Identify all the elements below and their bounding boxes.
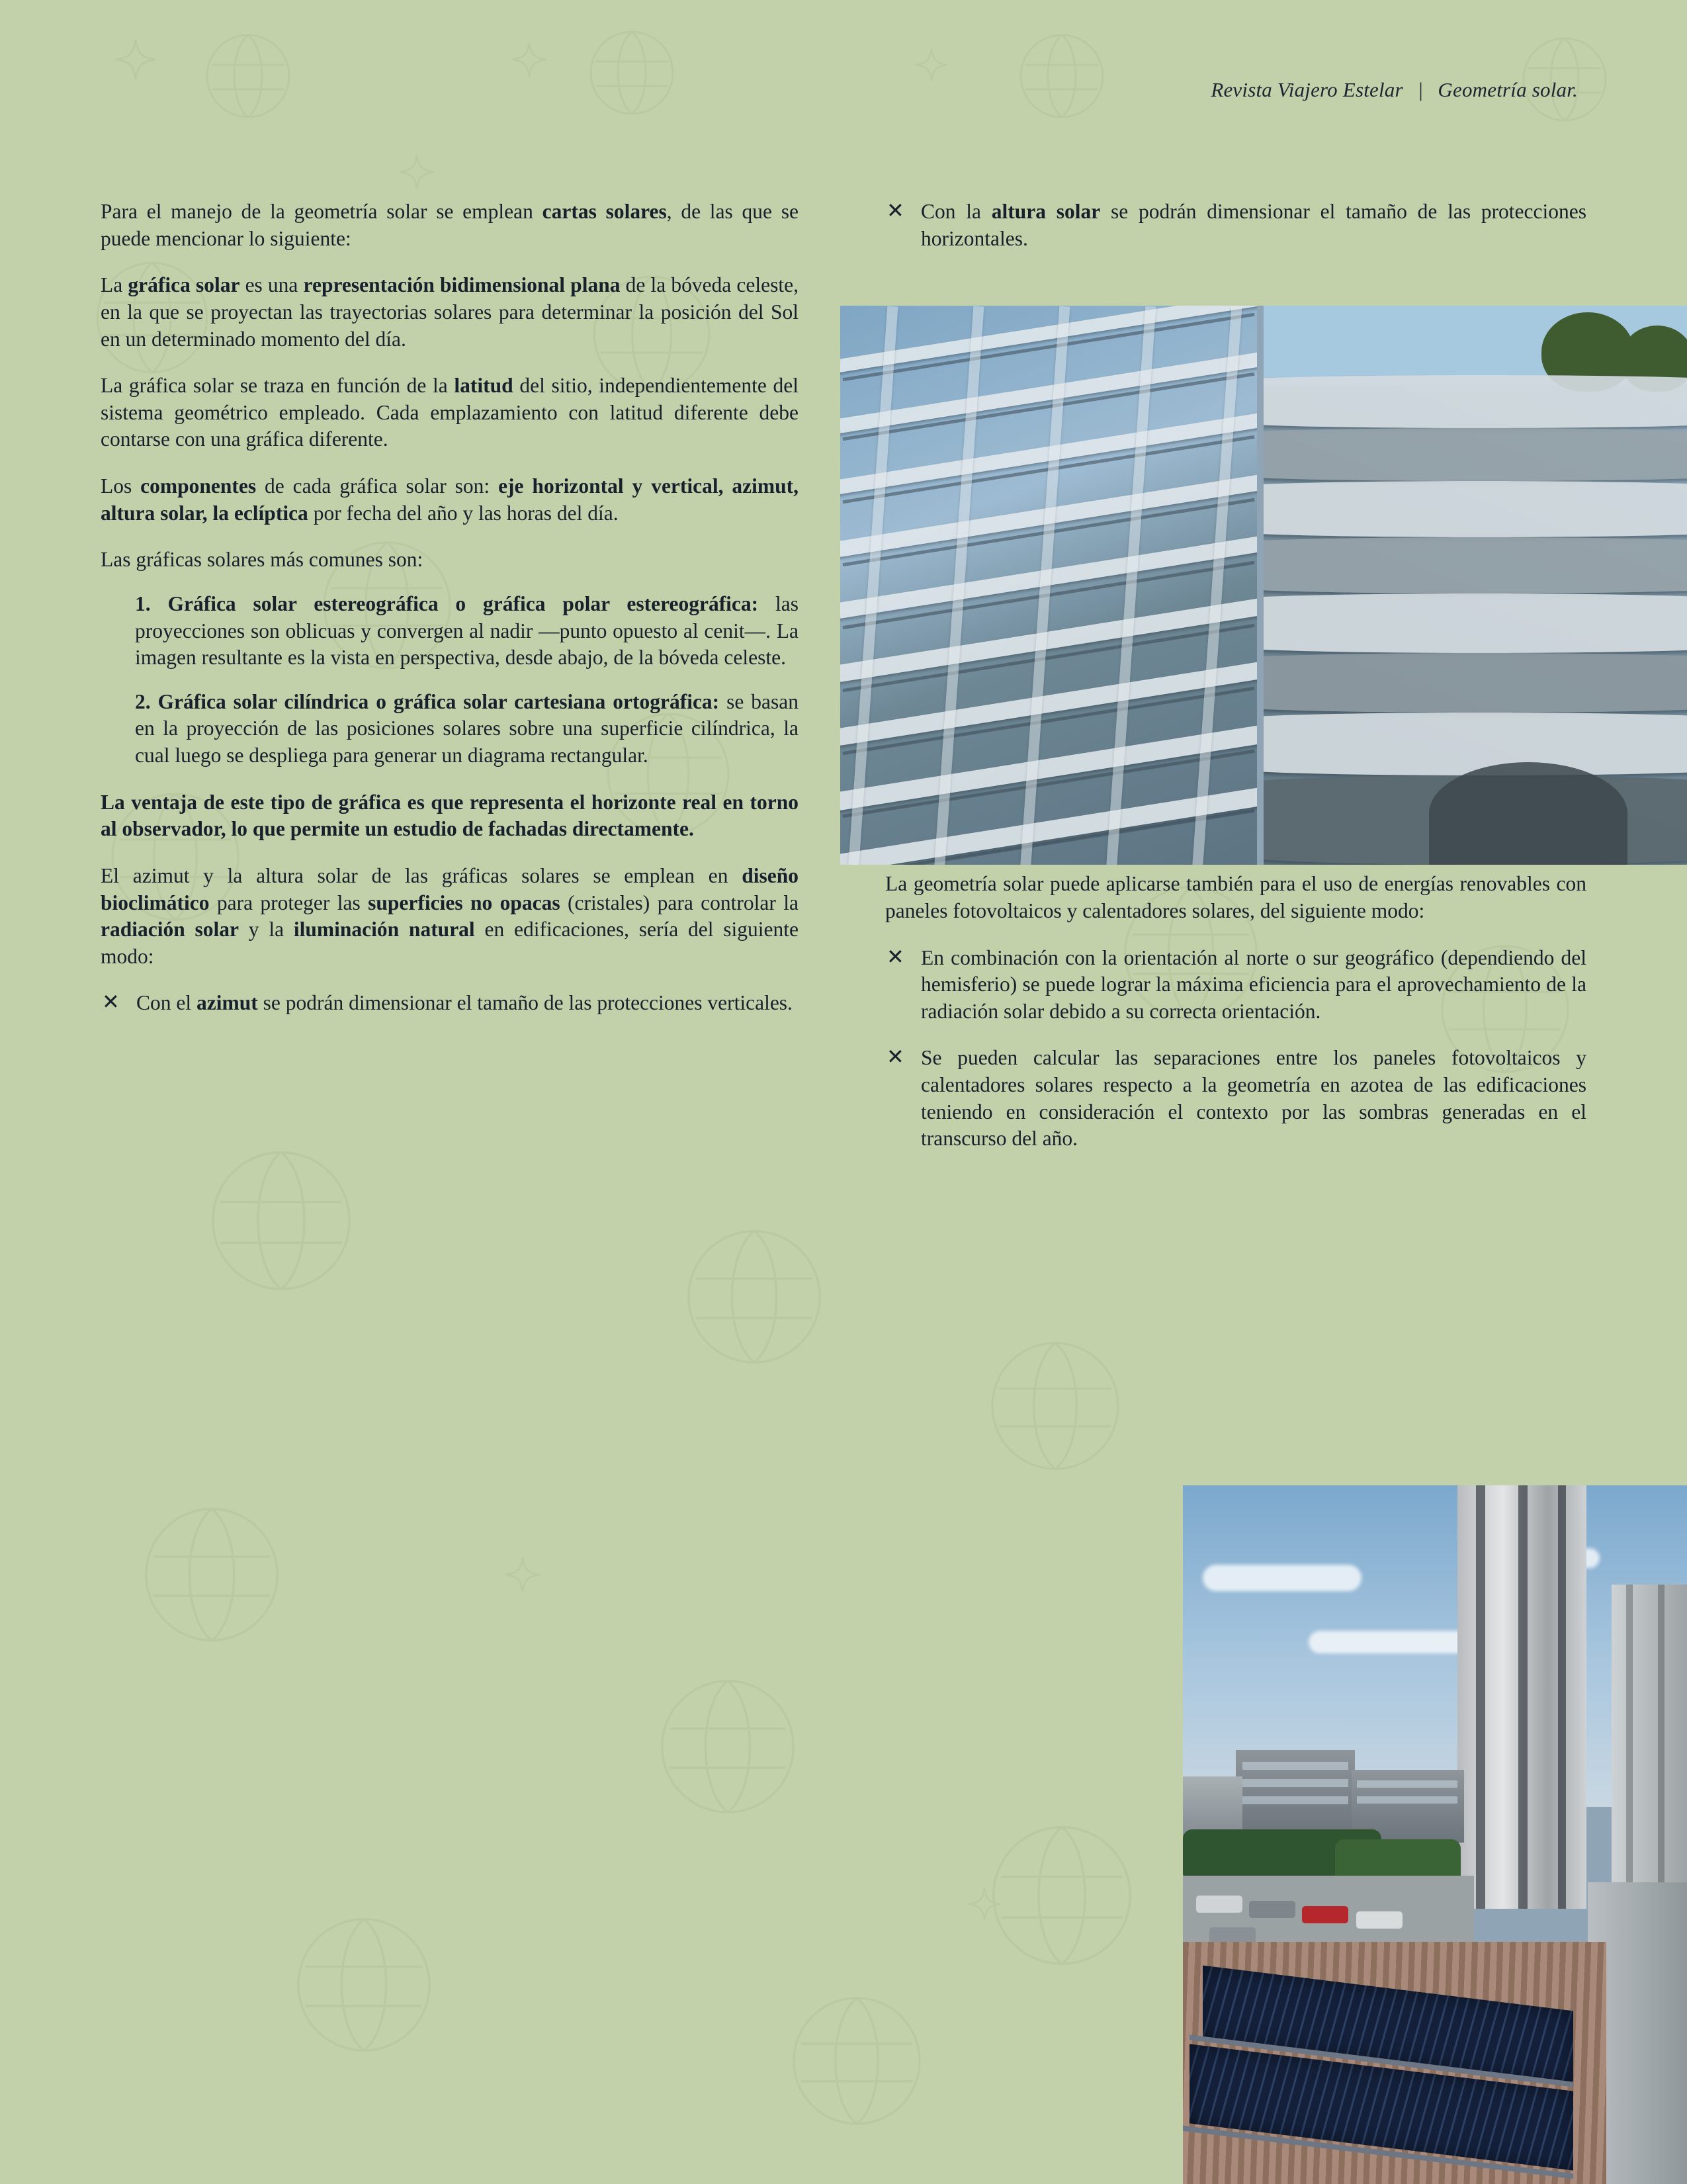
bullet-right-2	[885, 945, 1586, 1026]
text-bold: radiación solar	[101, 918, 239, 941]
globe-icon	[979, 1813, 1145, 1978]
text-run: de cada gráfica solar son:	[256, 474, 499, 498]
text-run: de la bóveda celeste, en la que se proyectan las trayectorias solares para determinar la posición del Sol en un determinado momento del día.	[101, 273, 799, 351]
header-separator: |	[1417, 78, 1424, 101]
text-run: El azimut y la altura solar de las gráficas solares se emplean en	[101, 863, 742, 887]
text-run: Para el manejo de la geometría solar se emplean	[101, 200, 542, 223]
sparkle-icon	[397, 152, 437, 192]
figure-facade-photo	[840, 306, 1687, 865]
paragraph-2	[101, 272, 799, 353]
text-run: para proteger las	[209, 891, 368, 914]
header-magazine: Revista Viajero Estelar	[1211, 78, 1403, 101]
text-run: y la	[239, 918, 294, 941]
paragraph-7	[101, 863, 799, 971]
text-run: Se pueden calcular las separaciones entre los paneles fotovoltaicos y calentadores solares respecto a la geometría en azotea de las edificaciones teniendo en consideración el contexto por las sombras generadas en el transcurso del año.	[921, 1046, 1586, 1151]
left-column	[101, 198, 799, 1037]
text-bold: iluminación natural	[293, 918, 475, 941]
text-bold: gráfica solar	[128, 273, 240, 297]
text-bold: componentes	[140, 474, 257, 498]
text-bold: latitud	[454, 374, 513, 398]
text-run: La geometría solar puede aplicarse también para el uso de energías renovables con paneles fotovoltaicos y calentadores solares, del siguiente modo:	[885, 872, 1586, 922]
bullet-right-3	[885, 1045, 1586, 1153]
text-run: en edificaciones, sería del siguiente modo:	[101, 918, 799, 968]
globe-icon	[648, 1667, 807, 1826]
text-run: Las gráficas solares más comunes son:	[101, 548, 423, 572]
text-run: Con la	[921, 200, 992, 223]
paragraph-3	[101, 372, 799, 453]
globe-icon	[132, 1495, 291, 1654]
globe-icon	[675, 1217, 834, 1376]
sparkle-icon	[509, 40, 549, 79]
text-run: Los	[101, 474, 141, 498]
text-bold: cartas solares	[542, 200, 667, 223]
cross-bullet-icon: ✕	[102, 990, 120, 1014]
low-building	[1236, 1750, 1355, 1836]
text-run: , de las que se puede mencionar lo siguiente:	[101, 200, 799, 250]
list-item-2	[135, 689, 799, 769]
figure-rooftop-solar-photo	[1183, 1485, 1687, 2184]
globe-icon	[582, 23, 681, 122]
figure-facade-left	[840, 306, 1257, 865]
paragraph-right-1	[885, 871, 1586, 924]
globe-icon	[198, 26, 298, 126]
text-bold: eje horizontal y vertical, azimut, altura solar, la eclíptica	[101, 474, 799, 525]
side-building	[1612, 1585, 1687, 1929]
text-bold: superficies no opacas	[368, 891, 560, 914]
sparkle-icon	[913, 46, 950, 83]
text-run: se podrán dimensionar el tamaño de las protecciones verticales.	[257, 991, 793, 1015]
paragraph-4	[101, 473, 799, 527]
text-run: del sitio, independientemente del sistema geométrico empleado. Cada emplazamiento con latitud diferente debe contarse con una gráfica diferente.	[101, 374, 799, 451]
list-item-2-text: se basan en la proyección de las posiciones solares sobre una superficie cilíndrica, la cual luego se despliega para generar un diagrama rectangular.	[135, 689, 799, 767]
text-run: es una	[239, 273, 304, 297]
header-section: Geometría solar.	[1438, 78, 1578, 101]
text-run: se podrán dimensionar el tamaño de las protecciones horizontales.	[921, 200, 1586, 250]
text-run: por fecha del año y las horas del día.	[308, 501, 619, 525]
text-run: Con el	[136, 991, 196, 1015]
text-bold: representación bidimensional plana	[303, 273, 621, 297]
sparkle-icon	[112, 36, 159, 83]
paragraph-6	[101, 789, 799, 843]
list-item-2-title: 2. Gráfica solar cilíndrica o gráfica solar cartesiana ortográfica:	[135, 689, 720, 713]
running-header	[1211, 78, 1578, 102]
text-bold: altura solar	[991, 200, 1101, 223]
cross-bullet-icon: ✕	[887, 198, 904, 222]
text-run: La gráfica solar se traza en función de la	[101, 374, 454, 398]
bullet-right-1	[885, 198, 1586, 252]
paragraph-5	[101, 546, 799, 574]
facade-louvers	[840, 306, 1257, 865]
text-run: En combinación con la orientación al norte o sur geográfico (dependiendo del hemisferio) se puede lograr la máxima eficiencia para el aprovechamiento de la radiación solar debido a su correcta orientación.	[921, 945, 1586, 1023]
globe-icon	[284, 1905, 443, 2064]
globe-icon	[979, 1330, 1131, 1482]
list-item-1-title: 1. Gráfica solar estereográfica o gráfica polar estereográfica:	[135, 591, 759, 615]
text-bold: La ventaja de este tipo de gráfica es que representa el horizonte real en torno al observador, lo que permite un estudio de fachadas directamente.	[101, 790, 799, 841]
list-item-1	[135, 591, 799, 672]
text-run: La	[101, 273, 128, 297]
globe-icon	[781, 1985, 933, 2137]
text-bold: azimut	[196, 991, 258, 1015]
list-item-1-text: las proyecciones son oblicuas y convergen al nadir —punto opuesto al cenit—. La imagen resultante es la vista en perspectiva, desde abajo, de la bóveda celeste.	[135, 591, 799, 670]
sparkle-icon	[966, 1886, 1003, 1923]
paragraph-1	[101, 198, 799, 252]
bullet-left-1	[101, 990, 799, 1017]
globe-icon	[198, 1138, 364, 1303]
cross-bullet-icon: ✕	[887, 1045, 904, 1069]
figure-facade-right	[1264, 306, 1687, 865]
tower-building	[1457, 1485, 1586, 1909]
globe-icon	[1012, 26, 1111, 126]
text-run: (cristales) para controlar la	[560, 891, 799, 914]
sparkle-icon	[503, 1555, 542, 1594]
cross-bullet-icon: ✕	[887, 944, 904, 969]
text-bold: diseño bioclimático	[101, 863, 799, 914]
